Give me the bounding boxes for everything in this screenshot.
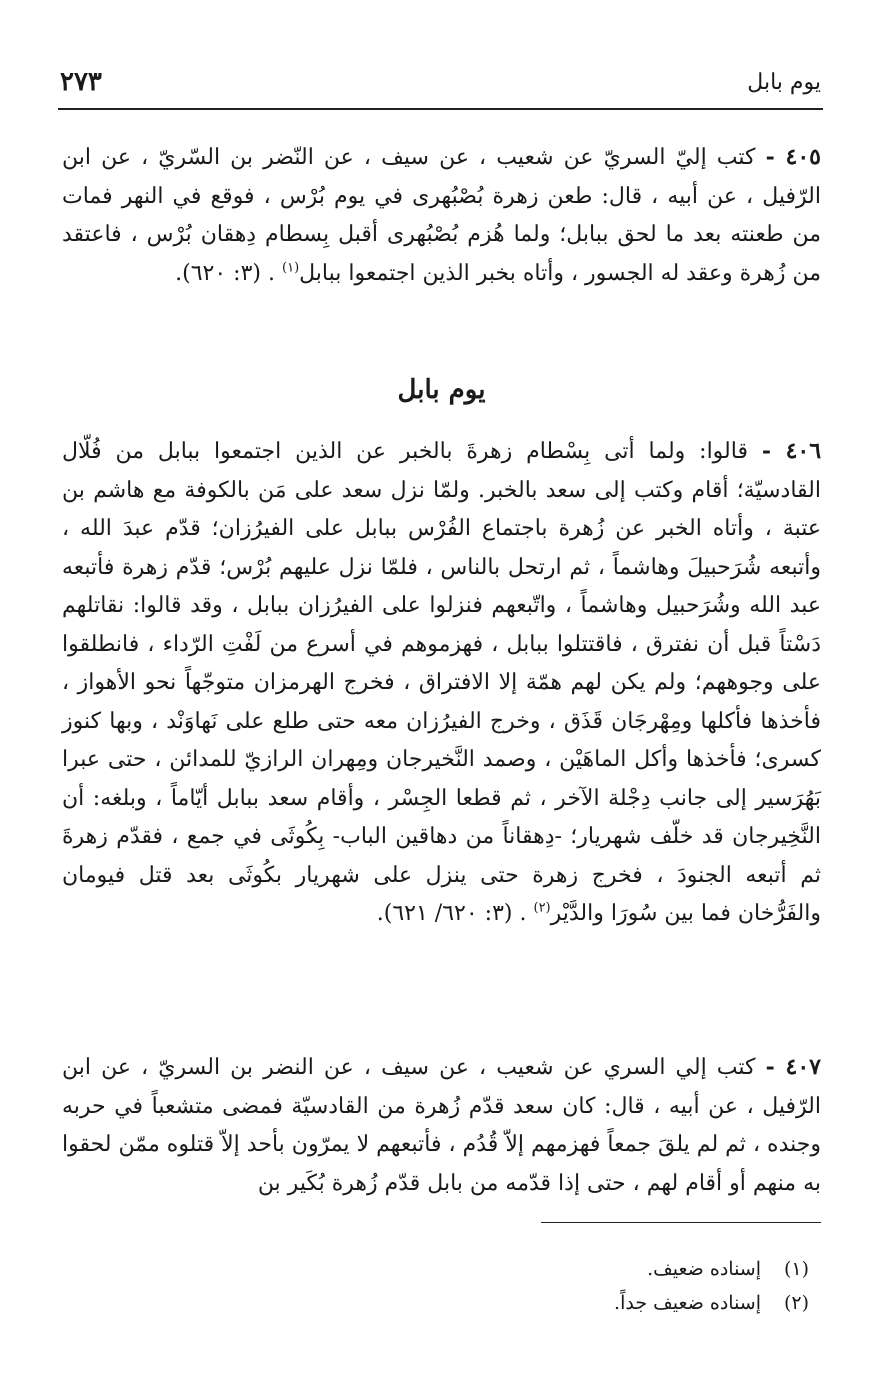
header-title: يوم بابل xyxy=(747,69,821,95)
footnotes xyxy=(300,1252,809,1320)
paragraph-405 xyxy=(62,138,821,293)
footnote-number: (٢) xyxy=(783,1292,809,1314)
page-number: ٢٧٣ xyxy=(60,67,102,97)
footnote-1 xyxy=(300,1252,809,1286)
paragraph-text: كتب إليّ السريّ عن شعيب ، عن سيف ، عن النّضر بن السّريّ ، عن ابن الرّفيل ، عن أبيه ، قال: طعن زهرة بُصْبُهرى في يوم بُرْس ، فوقع في النهر فمات من طعنته بعد ما لحق ببابل؛ ولما هُزم بُصْبُهرى أقبل بِسطام دِهقان بُرْس ، فاعتقد من زُهرة وعقد له الجسور ، وأتاه بخبر الذين اجتمعوا ببابل xyxy=(62,145,821,286)
header-divider xyxy=(58,108,823,110)
footnote-reference: (٢) xyxy=(533,900,551,916)
paragraph-number: ٤٠٦ - xyxy=(761,438,822,464)
section-title: يوم بابل xyxy=(397,375,486,405)
running-header xyxy=(60,62,821,102)
footnote-2 xyxy=(300,1286,809,1320)
paragraph-number: ٤٠٧ - xyxy=(765,1054,821,1080)
paragraph-407 xyxy=(62,1048,821,1203)
paragraph-number: ٤٠٥ - xyxy=(765,144,821,170)
footnote-divider xyxy=(541,1222,821,1223)
paragraph-text: قالوا: ولما أتى بِسْطام زهرةَ بالخبر عن الذين اجتمعوا ببابل من فُلّال القادسيّة؛ أقام وكتب إلى سعد بالخبر. ولمّا نزل سعد على مَن بالكوفة مع هاشم بن عتبة ، وأتاه الخبر عن زُهرة باجتماع الفُرْس ببابل على الفيرُزان؛ قدّم عبدَ الله ، وأتبعه شُرَحبيلَ وهاشماً ، ثم ارتحل بالناس ، فلمّا نزل عليهم بُرْس؛ قدّم زهرة فأتبعه عبد الله وشُرَحبيل وهاشماً ، واتّبعهم فنزلوا على الفيرُزان ببابل ، وقد قالوا: نقاتلهم دَسْتاً قبل أن نفترق ، فاقتتلوا ببابل ، فهزموهم في أسرع من لَفْتِ الرّداء ، فانطلقوا على وجوههم؛ ولم يكن لهم همّة إلا الافتراق ، فخرج الهرمزان متوجّهاً نحو الأهواز ، فأخذها فأكلها ومِهْرجَان قَذَق ، وخرج الفيرُزان معه حتى طلع على نَهاوَنْد ، وبها كنوز كسرى؛ فأخذها وأكل الماهَيْن ، وصمد النَّخيرجان ومِهران الرازيّ للمدائن ، حتى عبرا بَهُرَسير إلى جانب دِجْلة الآخر ، ثم قطعا الجِسْر ، وأقام سعد ببابل أيّاماً ، وبلغه: أن النَّخِيرجان قد خلّف شهريار؛ -دِهقاناً من دهاقين الباب- بِكُوثَى في جمع ، فقدّم زهرةَ ثم أتبعه الجنودَ ، فخرج زهرة حتى ينزل على شهريار بكُوثَى بعد قتل فيومان والفَرُّخان فما بين سُورَا والدَّيْر xyxy=(62,439,822,926)
paragraph-citation: . (٣: ٦٢٠). xyxy=(175,260,275,286)
paragraph-citation: . (٣: ٦٢٠/ ٦٢١). xyxy=(376,901,527,926)
paragraph-406 xyxy=(62,432,821,934)
footnote-reference: (١) xyxy=(282,260,300,276)
paragraph-text: كتب إلي السري عن شعيب ، عن سيف ، عن النضر بن السريّ ، عن ابن الرّفيل ، عن أبيه ، قال: كان سعد قدّم زُهرة من القادسيّة فمضى متشعباً في حربه وجنده ، ثم لم يلقَ جمعاً فهزمهم إلاّ قُدُم ، فأتبعهم لا يمرّون بأحد إلاّ قتلوه ممّن لحقوا به منهم أو أقام لهم ، حتى إذا قدّمه من بابل قدّم زُهرة بُكَير بن xyxy=(62,1055,821,1196)
footnote-number: (١) xyxy=(783,1258,809,1280)
footnote-text: إسناده ضعيف. xyxy=(647,1258,761,1280)
footnote-text: إسناده ضعيف جداً. xyxy=(614,1292,761,1314)
